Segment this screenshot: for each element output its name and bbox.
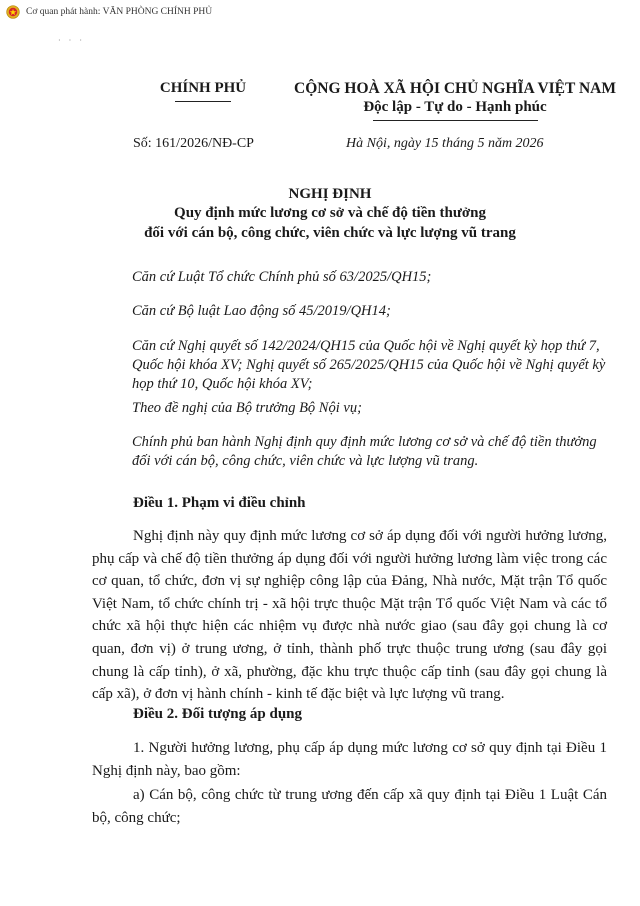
issuing-agency xyxy=(148,80,258,102)
place-and-date: Hà Nội, ngày 15 tháng 5 năm 2026 xyxy=(346,136,544,151)
agency-name: CHÍNH PHỦ xyxy=(159,80,247,96)
document-subject-line-1: Quy định mức lương cơ sở và chế độ tiền thưởng xyxy=(174,205,486,221)
article-1-body: Nghị định này quy định mức lương cơ sở áp dụng đối với người hưởng lương, phụ cấp và chế độ tiền thưởng áp dụng đối với người hưởng lương làm việc trong các cơ quan, tổ chức, đơn vị sự nghiệp công lập của Đảng, Nhà nước, Mặt trận Tổ quốc Việt Nam, tổ chức chính trị - xã hội trực thuộc Mặt trận Tổ quốc Việt Nam và các tổ chức xã hội thực hiện các nhiệm vụ được nhà nước giao (sau đây gọi chung là cơ quan, đơn vị) ở trung ương, ở tỉnh, thành phố trực thuộc trung ương (sau đây gọi chung là cấp tỉnh), ở xã, phường, đặc khu trực thuộc cấp tỉnh (sau đây gọi chung là cấp xã), ở đơn vị hành chính - kinh tế đặc biệt và lực lượng vũ trang. xyxy=(92,528,607,703)
legal-basis-3: Căn cứ Nghị quyết số 142/2024/QH15 của Quốc hội về Nghị quyết kỳ họp thứ 7, Quốc hội khóa XV; Nghị quyết số 265/2025/QH15 của Quốc hội về Nghị quyết kỳ họp thứ 10, Quốc hội khóa XV; xyxy=(132,338,606,392)
document-number: Số: 161/2026/NĐ-CP xyxy=(133,136,254,151)
article-2-title: Điều 2. Đối tượng áp dụng xyxy=(133,706,303,722)
article-2-clause-1: 1. Người hưởng lương, phụ cấp áp dụng mức lương cơ sở quy định tại Điều 1 Nghị định này, bao gồm: xyxy=(92,740,607,779)
document-type: NGHỊ ĐỊNH xyxy=(288,186,372,202)
national-motto xyxy=(290,80,620,121)
article-1-title: Điều 1. Phạm vi điều chỉnh xyxy=(133,495,306,511)
document-subject-line-2: đối với cán bộ, công chức, viên chức và lực lượng vũ trang xyxy=(144,225,516,241)
document-title xyxy=(60,186,600,243)
article-2-point-a: a) Cán bộ, công chức từ trung ương đến cấp xã quy định tại Điều 1 Luật Cán bộ, công chức; xyxy=(92,787,607,826)
agency-underline xyxy=(175,101,231,102)
motto-line: Độc lập - Tự do - Hạnh phúc xyxy=(363,99,547,115)
issuer-bar xyxy=(6,5,212,19)
scan-marks: · · · xyxy=(58,36,85,45)
motto-underline xyxy=(373,120,538,121)
issuer-text: Cơ quan phát hành: VĂN PHÒNG CHÍNH PHỦ xyxy=(26,7,213,17)
country-name: CỘNG HOÀ XÃ HỘI CHỦ NGHĨA VIỆT NAM xyxy=(294,80,616,97)
legal-basis-1: Căn cứ Luật Tổ chức Chính phủ số 63/2025/QH15; xyxy=(132,269,432,285)
legal-basis-4: Theo đề nghị của Bộ trưởng Bộ Nội vụ; xyxy=(132,400,362,416)
state-emblem-icon xyxy=(6,5,20,19)
promulgation-statement: Chính phủ ban hành Nghị định quy định mức lương cơ sở và chế độ tiền thưởng đối với cán bộ, công chức, viên chức và lực lượng vũ trang. xyxy=(132,434,597,469)
legal-basis-2: Căn cứ Bộ luật Lao động số 45/2019/QH14; xyxy=(132,303,391,319)
